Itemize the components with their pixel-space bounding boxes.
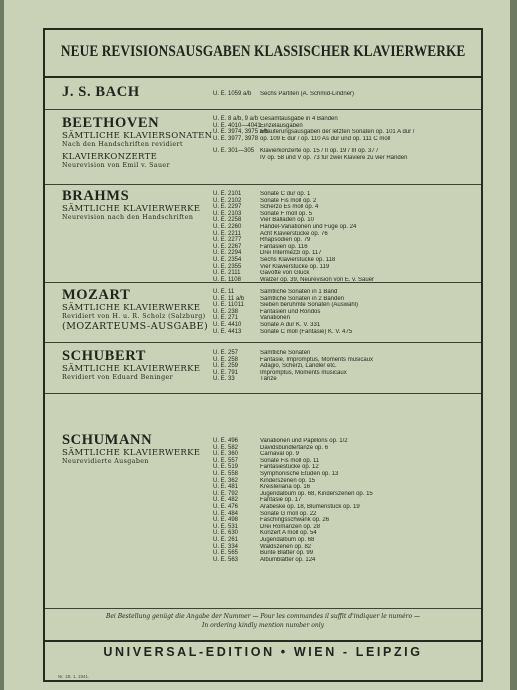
mozart-entries (213, 289, 475, 335)
list-item: U. E. 11 a/b Sämtliche Sonaten in 2 Bänden (213, 295, 345, 302)
list-item: U. E. 4413 Sonate C moll (Fantasie) K. V. 475 (213, 328, 353, 335)
list-item: U. E. 261 Jugendalbum op. 68 (213, 536, 315, 543)
list-item: U. E. 11 Sämtliche Sonaten in 1 Band (213, 289, 338, 295)
ordering-note: Bei Bestellung genügt die Angabe der Nummer — Pour les commandes il suffit d'indiquer le numéro — In ordering kindly mention number only (45, 613, 481, 630)
schumann-subtitle: SÄMTLICHE KLAVIERWERKE (62, 448, 201, 458)
list-item: U. E. 496 Variationen und Papillons op. 1/2 (213, 438, 348, 444)
brahms-note: Neurevision nach den Handschriften (62, 214, 194, 221)
list-item: U. E. 2111 Gavotte von Gluck (213, 270, 310, 277)
bach-entries (213, 91, 475, 98)
list-item: U. E. 2102 Sonate Fis moll op. 2 (213, 197, 317, 204)
list-item: U. E. 33 Tänze (213, 376, 277, 383)
composer-brahms: BRAHMS (62, 188, 130, 204)
mozart-note: Revidiert von H. u. R. Scholz (Salzburg) (62, 313, 206, 320)
divider (45, 342, 481, 343)
list-item: U. E. 2103 Sonate F moll op. 5 (213, 210, 313, 217)
list-item: U. E. 481 Kreisleriana op. 16 (213, 484, 311, 491)
list-item: U. E. 2260 Händel-Variationen und Fuge op. 24 (213, 223, 357, 230)
list-item: U. E. 362 Kinderszenen op. 15 (213, 477, 316, 484)
list-item: U. E. 2297 Scherzo Es moll op. 4 (213, 204, 319, 211)
ordering-note-fr: Pour les commandes il suffit d'indiquer le numéro (260, 613, 413, 620)
list-item: U. E. 498 Faschingsschwank op. 26 (213, 517, 330, 524)
list-item: U. E. 334 Waldszenen op. 82 (213, 543, 312, 550)
footer-divider (43, 640, 483, 642)
list-item: U. E. 2267 Fantasien op. 116 (213, 243, 308, 250)
composer-schumann: SCHUMANN (62, 432, 153, 448)
schubert-note: Revidiert von Eduard Beninger (62, 374, 174, 381)
list-item: U. E. 271 Variationen (213, 315, 290, 322)
list-item: U. E. 2354 Sechs Klavierstücke op. 118 (213, 256, 336, 263)
list-item: U. E. 484 Sonate G moll op. 22 (213, 510, 317, 517)
divider (45, 608, 481, 609)
print-mark: Nr. 1B. 1. 1941. (58, 674, 90, 679)
brahms-entries (213, 191, 475, 283)
mozart-edition: (MOZARTEUMS-AUSGABE) (62, 321, 209, 332)
composer-mozart: MOZART (62, 287, 131, 303)
list-item: U. E. 1108 Walzer op. 39, Neurevision von E. v. Sauer (213, 276, 375, 283)
list-item: U. E. 476 Arabeske op. 18, Blumenstück op. 19 (213, 503, 360, 510)
publisher-name: UNIVERSAL-EDITION • WIEN - LEIPZIG (103, 645, 423, 659)
ordering-note-en: In ordering kindly mention number only (201, 621, 325, 629)
list-item: U. E. 557 Sonate Fis moll op. 11 (213, 457, 320, 464)
list-item: U. E. 2258 Vier Balladen op. 10 (213, 217, 314, 224)
list-item: U. E. 558 Symphonische Etuden op. 13 (213, 470, 339, 477)
list-item: IV op. 58 und V op. 73 für zwei Klaviere zu vier Händen (260, 154, 408, 161)
catalog-header (43, 28, 483, 78)
list-item: U. E. 257 Sämtliche Sonaten (213, 350, 311, 356)
list-item: U. E. 3977, 3978 op. 109 E dur / op. 110 As dur und op. 111 C moll (213, 135, 391, 142)
schubert-entries (213, 350, 475, 383)
beethoven-note-2: Neurevision von Emil v. Sauer (62, 162, 170, 169)
divider (45, 282, 481, 283)
divider (45, 184, 481, 185)
list-item: U. E. 519 Fantasiestücke op. 12 (213, 464, 319, 471)
list-item: U. E. 259 Adagio, Scherzi, Ländler etc. (213, 363, 337, 370)
divider (45, 109, 481, 110)
divider (45, 393, 481, 394)
list-item: U. E. 565 Bunte Blätter op. 99 (213, 550, 314, 557)
list-item: U. E. 4010—4041 Einzelausgaben (213, 122, 303, 129)
list-item: U. E. 238 Fantasien und Rondos (213, 308, 321, 315)
list-item: U. E. 4410 Sonate A dur K. V. 331 (213, 321, 321, 328)
list-item: U. E. 360 Carnaval op. 9 (213, 451, 300, 458)
list-item: U. E. 11011 Sieben berühmte Sonaten (Auswahl) (213, 302, 359, 309)
list-item: U. E. 582 Davidsbündlertänze op. 6 (213, 444, 329, 451)
schumann-entries (213, 438, 475, 563)
beethoven-subtitle-2: KLAVIERKONZERTE (62, 152, 158, 162)
list-item: U. E. 3974, 3975 a/b Erläuterungsausgaben der letzten Sonaten op. 101 A dur / (213, 129, 415, 136)
list-item: U. E. 2277 Rhapsodien op. 79 (213, 237, 311, 244)
list-item: U. E. 1059 a/b Sechs Partiten (A. Schmid-Lindner) (213, 91, 355, 97)
list-item: U. E. 482 Fantasie op. 17 (213, 497, 302, 504)
list-item: U. E. 563 Albumblätter op. 124 (213, 556, 316, 563)
composer-schubert: SCHUBERT (62, 348, 147, 364)
composer-bach: J. S. BACH (62, 84, 140, 100)
list-item: U. E. 792 Jugendalbum op. 68, Kinderszenen op. 15 (213, 490, 373, 497)
list-item: U. E. 531 Drei Romanzen op. 28 (213, 523, 321, 530)
schubert-subtitle: SÄMTLICHE KLAVIERWERKE (62, 364, 201, 374)
list-item: U. E. 8 a/b, 9 a/b Gesamtausgabe in 4 Bänden (213, 116, 338, 122)
list-item: U. E. 258 Fantasie, Impromptus, Moments musicaux (213, 356, 374, 363)
beethoven-note: Nach den Handschriften revidiert (62, 141, 183, 148)
list-item: U. E. 2294 Drei Intermezzi op. 117 (213, 250, 322, 257)
beethoven-subtitle: SÄMTLICHE KLAVIERSONATEN (62, 131, 213, 141)
catalog-title: NEUE REVISIONSAUSGABEN KLASSISCHER KLAVIERWERKE (60, 43, 466, 60)
list-item: U. E. 2355 Vier Klavierstücke op. 119 (213, 263, 330, 270)
list-item: U. E. 2211 Acht Klavierstücke op. 76 (213, 230, 328, 237)
brahms-subtitle: SÄMTLICHE KLAVIERWERKE (62, 204, 201, 214)
schumann-note: Neurevidierte Ausgaben (62, 458, 149, 465)
list-item: U. E. 2101 Sonate C dur op. 1 (213, 191, 311, 197)
mozart-subtitle: SÄMTLICHE KLAVIERWERKE (62, 303, 201, 313)
composer-beethoven: BEETHOVEN (62, 115, 160, 131)
beethoven-entries (213, 116, 475, 162)
list-item: U. E. 791 Impromptus, Moments musicaux (213, 369, 347, 376)
ordering-note-de: Bei Bestellung genügt die Angabe der Nummer (105, 613, 251, 620)
list-item: U. E. 630 Konzert A moll op. 54 (213, 530, 317, 537)
list-item: U. E. 301—305 Klavierkonzerte op. 15 / II op. 19 / III op. 37 / (213, 148, 379, 155)
